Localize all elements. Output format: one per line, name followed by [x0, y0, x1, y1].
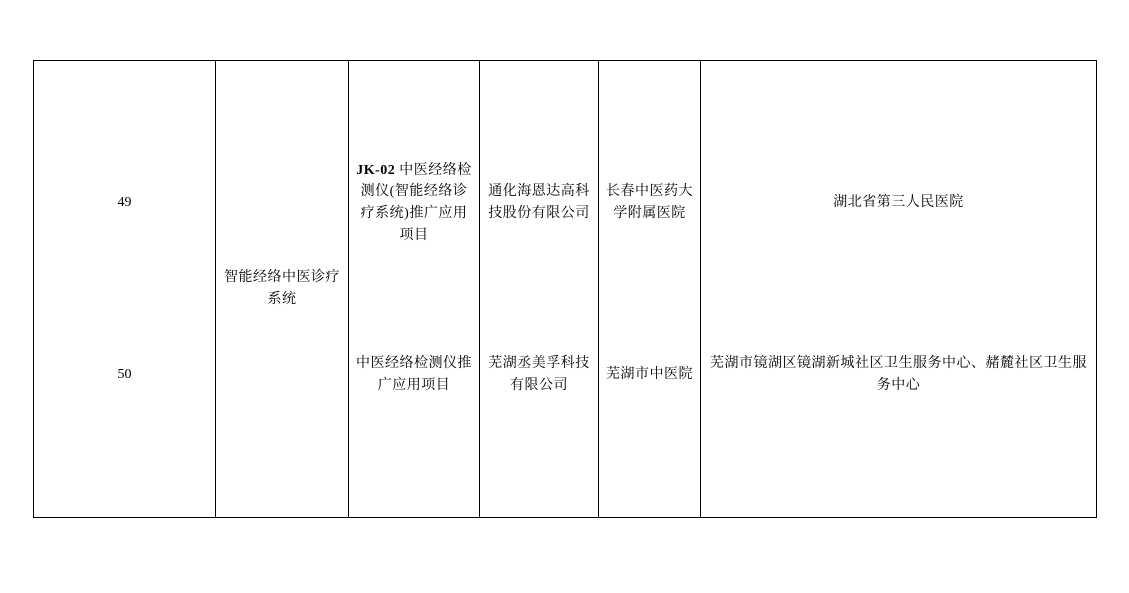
spacer-cell-no: [34, 61, 216, 117]
spacer-cell-unit: [480, 61, 599, 117]
table-spacer-row-top: [34, 61, 1097, 117]
medical-institution: 长春中医药大学附属医院: [599, 117, 701, 289]
project-name-text: 中医经络检测仪(智能经络诊疗系统)推广应用项目: [360, 162, 472, 243]
applicant-units: 湖北省第三人民医院: [701, 117, 1097, 289]
medical-institution: 芜湖市中医院: [599, 289, 701, 461]
spacer-cell-proj: [349, 61, 480, 117]
system-name: 智能经络中医诊疗系统: [216, 117, 349, 461]
projects-table: [33, 60, 1097, 518]
project-name: 中医经络检测仪推广应用项目: [349, 289, 480, 461]
spacer-cell-hosp: [599, 61, 701, 117]
spacer-cell-sys: [216, 61, 349, 117]
applicant-units: 芜湖市镜湖区镜湖新城社区卫生服务中心、赭麓社区卫生服务中心: [701, 289, 1097, 461]
table-row: [34, 289, 1097, 461]
spacer-cell-proj: [349, 461, 480, 518]
row-number: 49: [34, 117, 216, 289]
table-row: [34, 117, 1097, 289]
spacer-cell-no: [34, 461, 216, 518]
table-spacer-row-bottom: [34, 461, 1097, 518]
spacer-cell-unit: [480, 461, 599, 518]
row-number: 50: [34, 289, 216, 461]
spacer-cell-apply: [701, 61, 1097, 117]
spacer-cell-apply: [701, 461, 1097, 518]
research-unit: 通化海恩达高科技股份有限公司: [480, 117, 599, 289]
project-name: [349, 117, 480, 289]
research-unit: 芜湖丞美孚科技有限公司: [480, 289, 599, 461]
project-code: JK-02: [356, 162, 400, 178]
spacer-cell-hosp: [599, 461, 701, 518]
spacer-cell-sys: [216, 461, 349, 518]
